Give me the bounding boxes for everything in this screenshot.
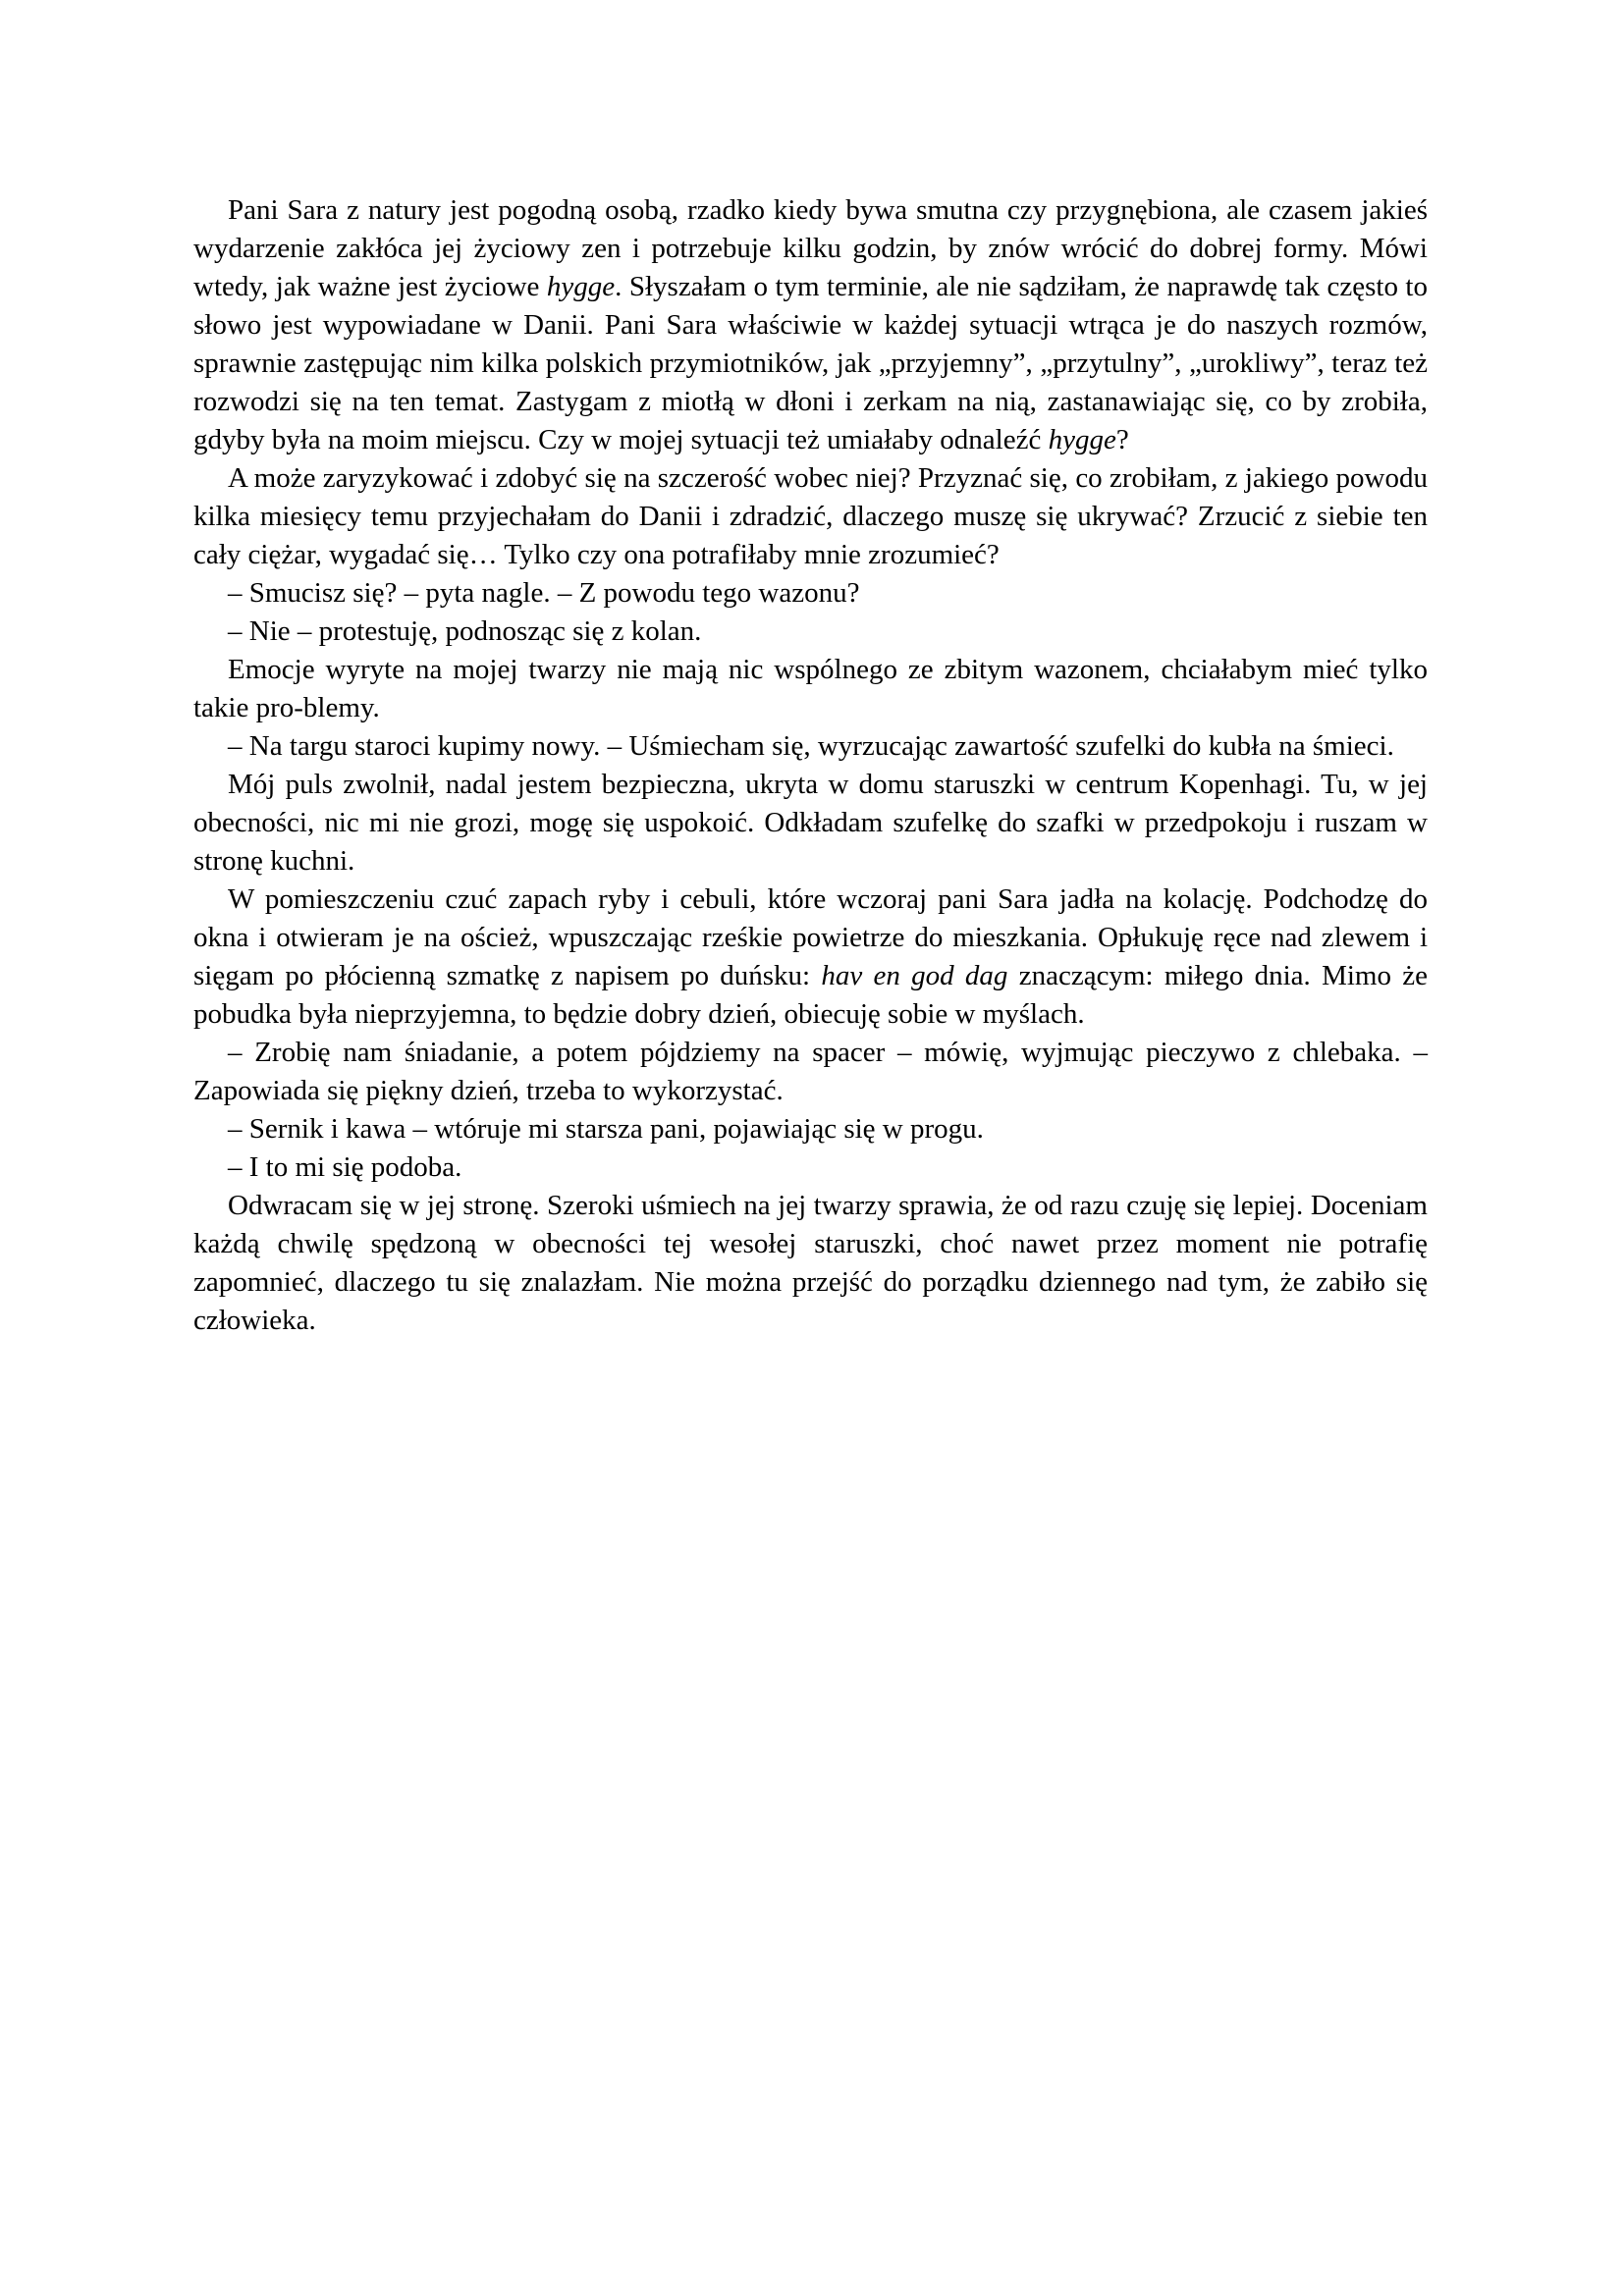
text-run: – Smucisz się? – pyta nagle. – Z powodu tego wazonu? xyxy=(228,577,860,609)
italic-term-hav-en-god-dag: hav en god dag xyxy=(821,960,1008,991)
paragraph-12 xyxy=(193,1187,1428,1340)
text-run: – Na targu staroci kupimy nowy. – Uśmiecham się, wyrzucając zawartość szufelki do kubła na śmieci. xyxy=(228,730,1394,762)
text-run: znaczącym: miłego dnia. Mimo że pobudka była nieprzyjemna, to będzie dobry dzień, obiecuję sobie w myślach. xyxy=(193,960,1428,1030)
paragraph-3-dialogue xyxy=(193,574,1428,613)
paragraph-4-dialogue xyxy=(193,613,1428,651)
text-run: – Nie – protestuję, podnosząc się z kolan. xyxy=(228,615,702,647)
paragraph-10-dialogue xyxy=(193,1110,1428,1148)
paragraph-2 xyxy=(193,459,1428,574)
paragraph-5 xyxy=(193,651,1428,727)
text-run: A może zaryzykować i zdobyć się na szczerość wobec niej? Przyznać się, co zrobiłam, z jakiego powodu kilka miesięcy temu przyjechałam do Danii i zdradzić, dlaczego muszę się ukrywać? Zrzucić z siebie ten cały ciężar, wygadać się… Tylko czy ona potrafiłaby mnie zrozumieć? xyxy=(193,462,1428,570)
paragraph-1 xyxy=(193,191,1428,459)
text-run: W pomieszczeniu czuć zapach ryby i cebuli, które wczoraj pani Sara jadła na kolację. Podchodzę do okna i otwieram je na oścież, wpuszczając rześkie powietrze do mieszkania. Opłukuję ręce nad zlewem i sięgam po płócienną szmatkę z napisem po duńsku: xyxy=(193,883,1428,991)
text-run: – Zrobię nam śniadanie, a potem pójdziemy na spacer – mówię, wyjmując pieczywo z chlebaka. – Zapowiada się piękny dzień, trzeba to wykorzystać. xyxy=(193,1037,1428,1106)
text-run: – I to mi się podoba. xyxy=(228,1151,462,1183)
text-run: . Słyszałam o tym terminie, ale nie sądziłam, że naprawdę tak często to słowo jest wypowiadane w Danii. Pani Sara właściwie w każdej sytuacji wtrąca je do naszych rozmów, sprawnie zastępując nim kilka polskich przymiotników, jak „przyjemny”, „przytulny”, „urokliwy”, teraz też rozwodzi się na ten temat. Zastygam z miotłą w dłoni i zerkam na nią, zastanawiając się, co by zrobiła, gdyby była na moim miejscu. Czy w mojej sytuacji też umiałaby odnaleźć xyxy=(193,271,1428,455)
text-run: Odwracam się w jej stronę. Szeroki uśmiech na jej twarzy sprawia, że od razu czuję się lepiej. Doceniam każdą chwilę spędzoną w obecności tej wesołej staruszki, choć nawet przez moment nie potrafię zapomnieć, dlaczego tu się znalazłam. Nie można przejść do porządku dziennego nad tym, że zabiło się człowieka. xyxy=(193,1190,1428,1336)
text-run: Emocje wyryte na mojej twarzy nie mają nic wspólnego ze zbitym wazonem, chciałabym mieć tylko takie pro-blemy. xyxy=(193,654,1428,723)
paragraph-11-dialogue xyxy=(193,1148,1428,1187)
text-run: ? xyxy=(1115,424,1129,455)
italic-term-hygge: hygge xyxy=(1048,424,1116,455)
paragraph-6-dialogue xyxy=(193,727,1428,766)
paragraph-8 xyxy=(193,881,1428,1034)
paragraph-7 xyxy=(193,766,1428,881)
italic-term-hygge: hygge xyxy=(546,271,616,302)
text-run: – Sernik i kawa – wtóruje mi starsza pani, pojawiając się w progu. xyxy=(228,1113,984,1145)
text-run: Pani Sara z natury jest pogodną osobą, rzadko kiedy bywa smutna czy przygnębiona, ale czasem jakieś wydarzenie zakłóca jej życiowy zen i potrzebuje kilku godzin, by znów wrócić do dobrej formy. Mówi wtedy, jak ważne jest życiowe xyxy=(193,194,1428,302)
text-block xyxy=(193,191,1428,1340)
paragraph-9-dialogue xyxy=(193,1034,1428,1110)
text-run: Mój puls zwolnił, nadal jestem bezpieczna, ukryta w domu staruszki w centrum Kopenhagi. Tu, w jej obecności, nic mi nie grozi, mogę się uspokoić. Odkładam szufelkę do szafki w przedpokoju i ruszam w stronę kuchni. xyxy=(193,769,1428,877)
